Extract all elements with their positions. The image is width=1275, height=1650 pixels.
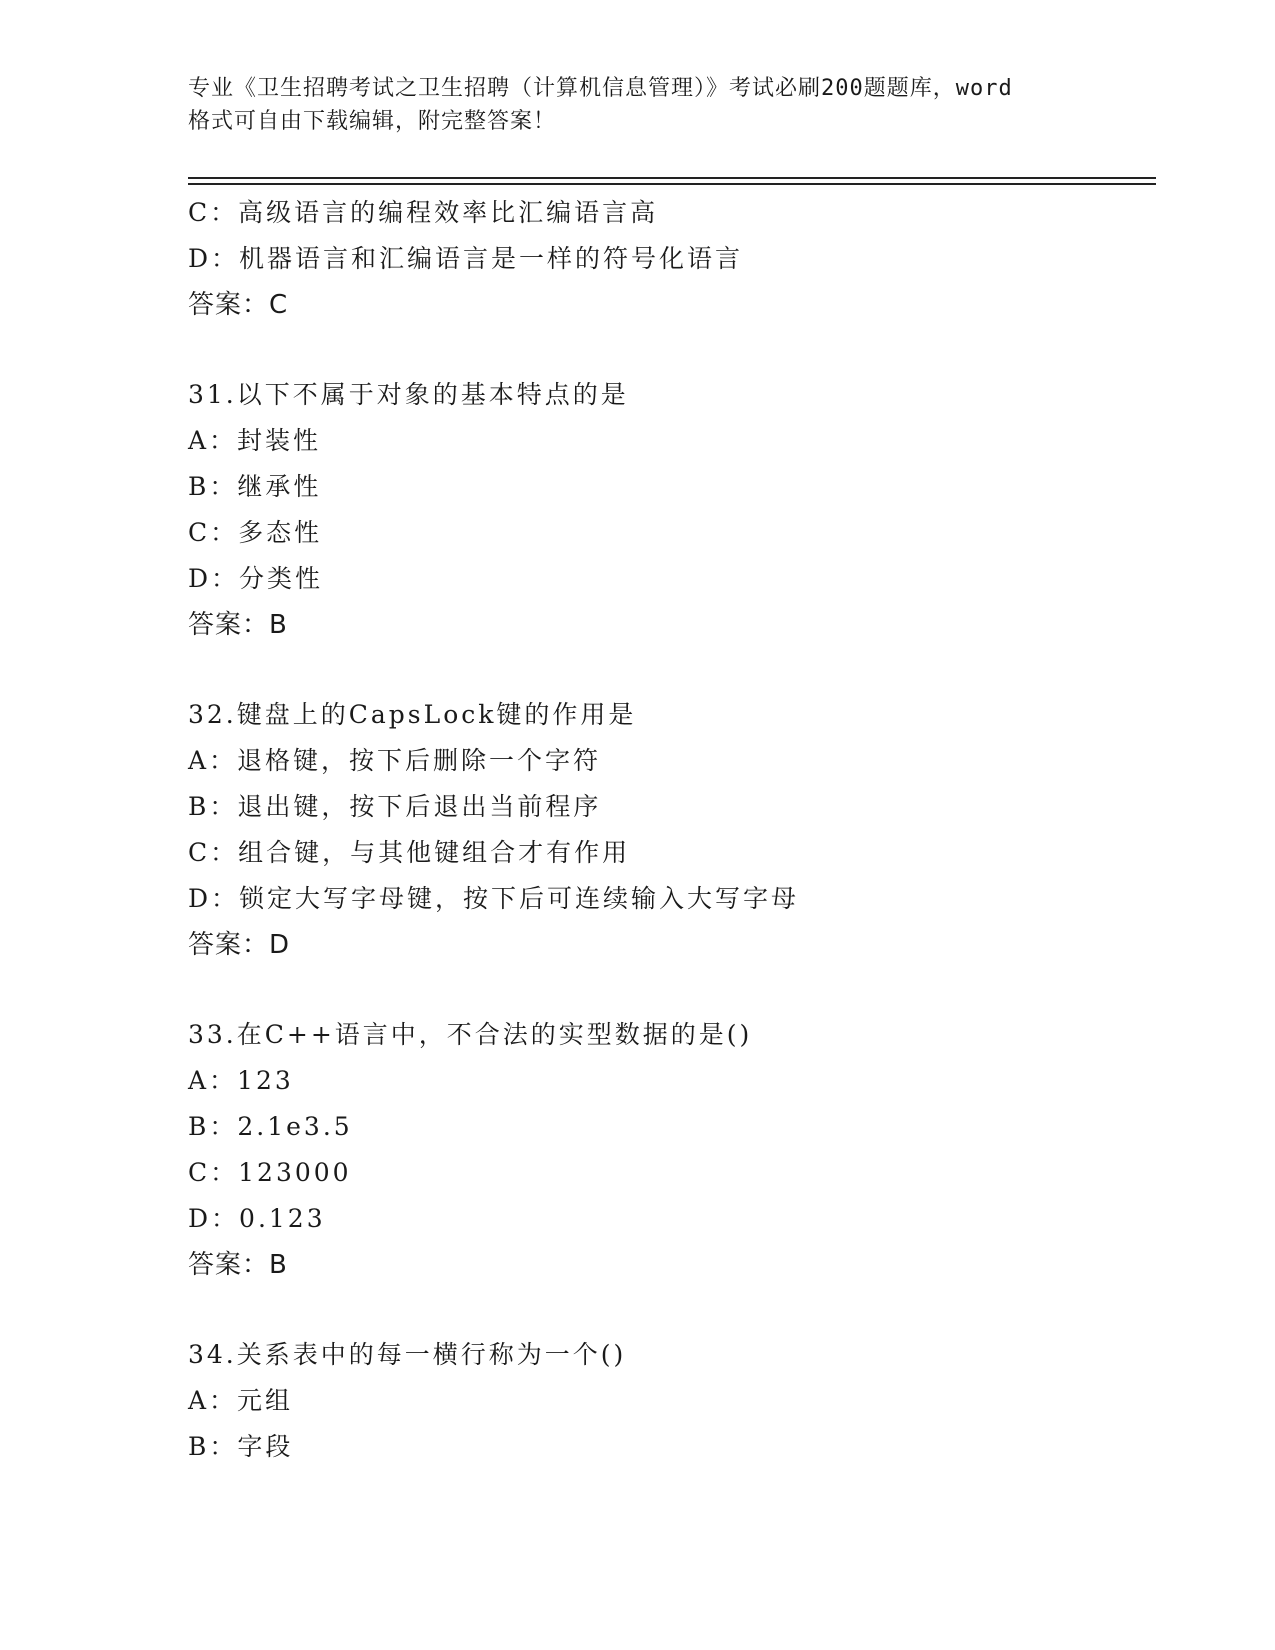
question-list xyxy=(188,190,1148,1470)
question-34 xyxy=(188,1332,1148,1470)
answer: 答案：B xyxy=(188,610,288,640)
answer: 答案：B xyxy=(188,1250,288,1280)
option-c: C：多态性 xyxy=(188,518,323,547)
question-stem: 33.在C++语言中，不合法的实型数据的是() xyxy=(188,1020,753,1049)
option-c: C：123000 xyxy=(188,1158,352,1187)
option-a: A：退格键，按下后删除一个字符 xyxy=(188,746,602,775)
option-a: A：123 xyxy=(188,1066,294,1095)
option-b: B：2.1e3.5 xyxy=(188,1112,353,1141)
header-rule-top xyxy=(188,177,1156,179)
option-b: B：字段 xyxy=(188,1432,294,1461)
option-d: D：0.123 xyxy=(188,1204,326,1233)
header-line-1: 专业《卫生招聘考试之卫生招聘（计算机信息管理）》考试必刷200题题库，word xyxy=(188,76,1013,101)
option-c: C：组合键，与其他键组合才有作用 xyxy=(188,838,631,867)
question-33 xyxy=(188,1012,1148,1288)
option-c: C：高级语言的编程效率比汇编语言高 xyxy=(188,198,659,227)
header-rule-bottom xyxy=(188,183,1156,185)
header-line-2: 格式可自由下载编辑，附完整答案！ xyxy=(188,109,557,134)
option-b: B：继承性 xyxy=(188,472,322,501)
option-a: A：元组 xyxy=(188,1386,294,1415)
answer: 答案：D xyxy=(188,930,291,960)
question-30-partial xyxy=(188,190,1148,328)
option-a: A：封装性 xyxy=(188,426,322,455)
answer: 答案：C xyxy=(188,290,289,320)
option-b: B：退出键，按下后退出当前程序 xyxy=(188,792,602,821)
option-d: D：机器语言和汇编语言是一样的符号化语言 xyxy=(188,244,744,273)
question-31 xyxy=(188,372,1148,648)
question-stem: 32.键盘上的CapsLock键的作用是 xyxy=(188,700,637,729)
question-stem: 31.以下不属于对象的基本特点的是 xyxy=(188,380,629,409)
option-d: D：分类性 xyxy=(188,564,324,593)
question-32 xyxy=(188,692,1148,968)
question-stem: 34.关系表中的每一横行称为一个() xyxy=(188,1340,627,1369)
document-header xyxy=(188,72,1108,138)
option-d: D：锁定大写字母键，按下后可连续输入大写字母 xyxy=(188,884,800,913)
